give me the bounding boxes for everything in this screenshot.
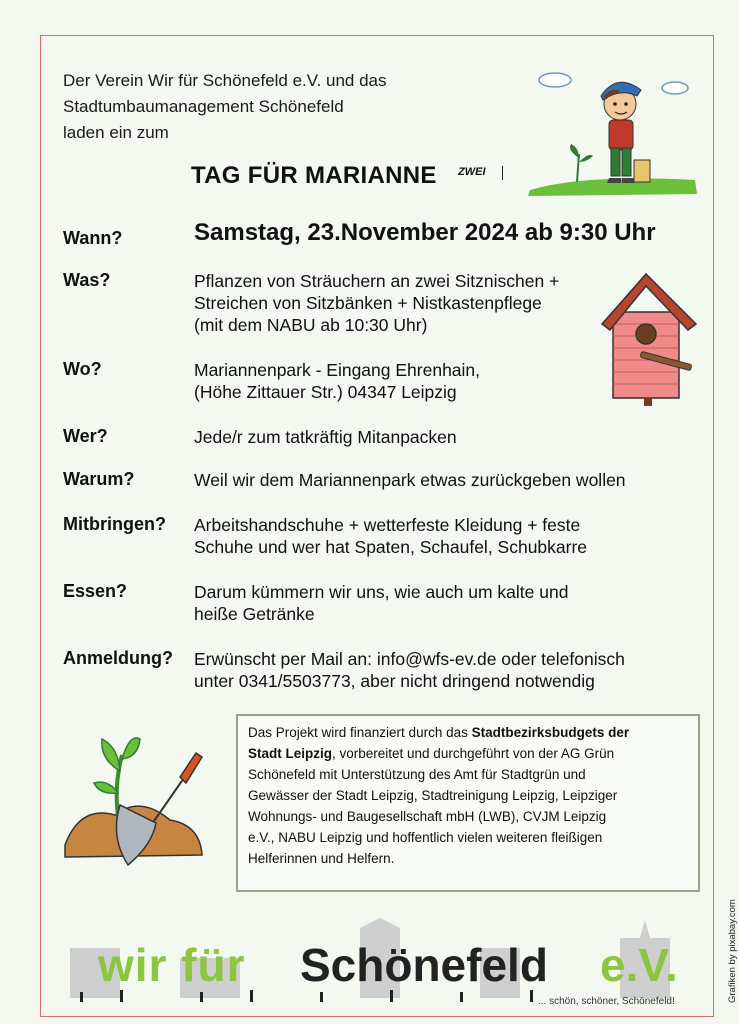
birdhouse-illustration [600, 272, 700, 407]
funding-line: Gewässer der Stadt Leipzig, Stadtreinigung Leipzig, Leipziger [248, 788, 618, 803]
detail-line: Samstag, 23.November 2024 ab 9:30 Uhr [194, 219, 656, 246]
detail-label: Warum? [63, 469, 135, 489]
detail-line: (Höhe Zittauer Str.) 04347 Leipzig [194, 382, 457, 402]
detail-line: unter 0341/5503773, aber nicht dringend notwendig [194, 671, 595, 691]
detail-label: Wer? [63, 426, 108, 446]
funding-line [248, 743, 688, 764]
detail-line: Weil wir dem Mariannenpark etwas zurückgeben wollen [194, 470, 626, 490]
funding-line: e.V., NABU Leipzig und hoffentlich vielen weiteren fleißigen [248, 830, 603, 845]
funding-line [248, 722, 688, 743]
logo-text-ev: e.V. [600, 939, 678, 991]
detail-line: Schuhe und wer hat Spaten, Schaufel, Schubkarre [194, 537, 588, 557]
detail-line: Jede/r zum tatkräftig Mitanpacken [194, 427, 457, 447]
detail-line: (mit dem NABU ab 10:30 Uhr) [194, 315, 428, 335]
detail-label: Mitbringen? [63, 514, 166, 534]
detail-label: Anmeldung? [63, 648, 173, 668]
graphics-credit [712, 895, 738, 1005]
detail-value [194, 581, 568, 625]
detail-line: Erwünscht per Mail an: info@wfs-ev.de oder telefonisch [194, 649, 625, 669]
detail-line: Mariannenpark - Eingang Ehrenhain, [194, 360, 481, 380]
logo-text-schoenefeld: Schönefeld [300, 939, 548, 991]
funding-text-bold: Stadt Leipzig [248, 746, 332, 761]
detail-label: Wo? [63, 359, 102, 379]
detail-label: Wann? [63, 228, 123, 248]
detail-line: Arbeitshandschuhe + wetterfeste Kleidung + feste [194, 515, 581, 535]
detail-value [194, 270, 559, 336]
event-title-suffix: ZWEI [458, 166, 486, 178]
graphics-credit-text: Grafiken by pixabay.com [727, 899, 738, 1003]
funding-line: Helferinnen und Helfern. [248, 851, 395, 866]
funding-line: Schönefeld mit Unterstützung des Amt für Stadtgrün und [248, 767, 586, 782]
intro-line: laden ein zum [63, 123, 169, 142]
detail-value [194, 219, 656, 246]
detail-value [194, 469, 626, 491]
logo-text-wir-fuer: wir für [98, 939, 246, 991]
intro-text [63, 68, 387, 146]
logo-slogan: ... schön, schöner, Schönefeld! [538, 996, 675, 1007]
detail-line: Pflanzen von Sträuchern an zwei Sitznischen + [194, 271, 560, 291]
detail-line: Streichen von Sitzbänken + Nistkastenpflege [194, 293, 542, 313]
detail-label: Essen? [63, 581, 128, 601]
event-title: TAG FÜR MARIANNE [191, 162, 437, 189]
detail-value [194, 514, 587, 558]
funding-info-box [236, 714, 700, 892]
funding-line: Wohnungs- und Baugesellschaft mbH (LWB), CVJM Leipzig [248, 809, 607, 824]
text-cursor [502, 166, 503, 180]
boy-planting-illustration [525, 62, 700, 202]
detail-label: Was? [63, 270, 111, 290]
funding-text: Das Projekt wird finanziert durch das [248, 725, 472, 740]
detail-value [194, 426, 457, 448]
detail-value [194, 648, 625, 692]
funding-text: , vorbereitet und durchgeführt von der AG Grün [332, 746, 615, 761]
detail-line: Darum kümmern wir uns, wie auch um kalte und [194, 582, 569, 602]
trowel-sprout-illustration [60, 725, 210, 875]
intro-line: Stadtumbaumanagement Schönefeld [63, 97, 344, 116]
organization-logo [60, 918, 700, 1008]
intro-line: Der Verein Wir für Schönefeld e.V. und das [63, 71, 387, 90]
detail-line: heiße Getränke [194, 604, 315, 624]
funding-text-bold: Stadtbezirksbudgets der [471, 725, 630, 740]
detail-value [194, 359, 480, 403]
